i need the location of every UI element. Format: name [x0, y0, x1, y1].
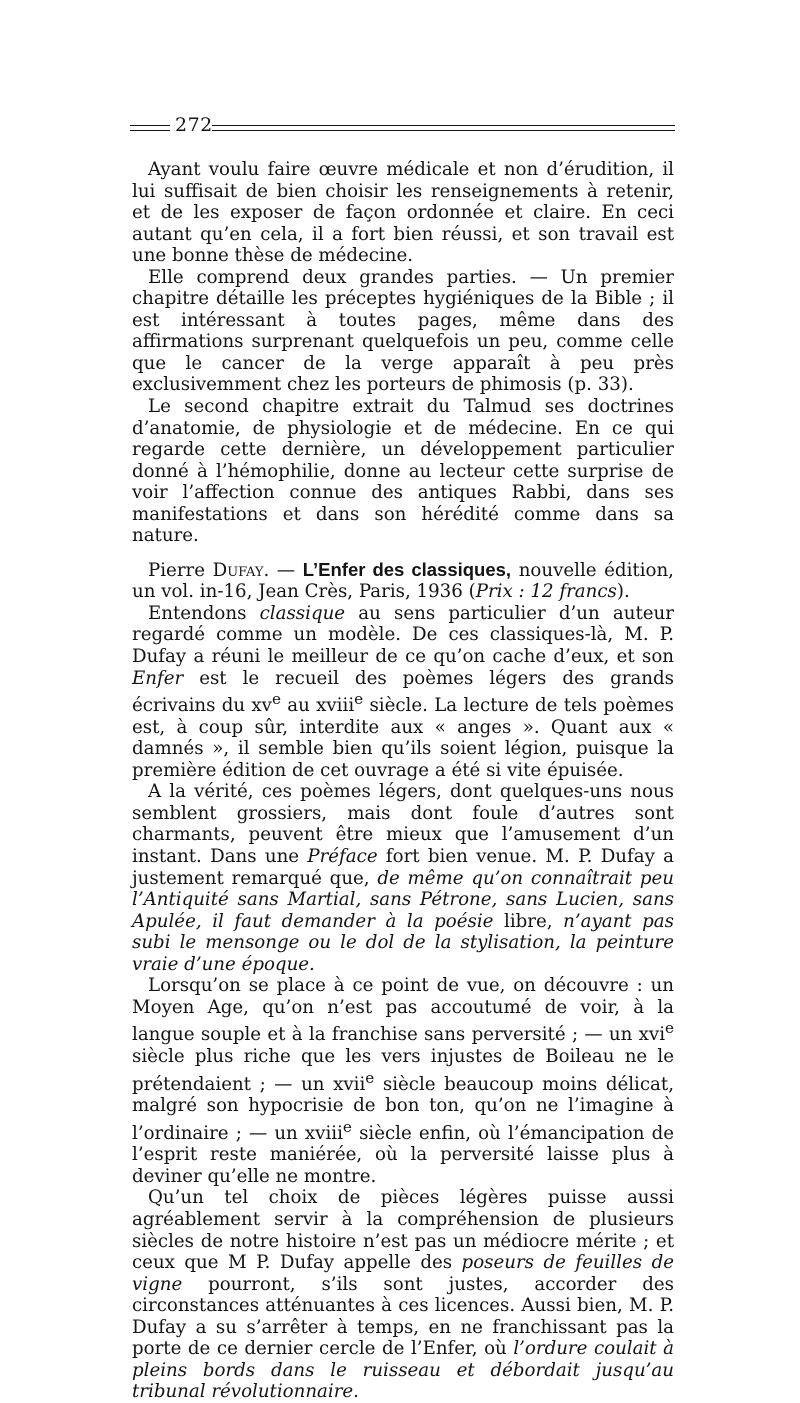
header-rule-right	[212, 125, 675, 131]
superscript: e	[342, 1117, 352, 1136]
paragraph: Elle comprend deux grandes parties. — Un premier chapitre détaille les préceptes hygiéniques de la Bible ; il est intéressant à toutes pages, même dans des affirmations surprenant quelquefois un peu, comme celle que le cancer de la verge apparaît à peu près exclusivemment chez les porteurs de phimosis (p. 33).	[132, 266, 674, 396]
italic-run: poseurs de feuilles de vigne	[132, 1252, 674, 1295]
text-run: au sens particulier d’un auteur regardé comme un modèle. De ces classiques-là, M. P. Dufay a réuni le meilleur de ce qu’on cache d’eux, et son	[132, 602, 674, 668]
superscript: e	[665, 1019, 674, 1038]
paragraph	[132, 603, 674, 781]
text-run: A la vérité, ces poèmes légers, dont quelques-uns nous semblent grossiers, mais dont foule d’autres sont charmants, peuvent être mieux que l’amusement d’un instant. Dans une	[132, 781, 674, 868]
text-run: siècle enfin, où l’émancipation de l’esprit reste maniérée, où la perversité laisse plus à deviner qu’elle ne montre.	[132, 1122, 674, 1187]
author-first-name: Pierre	[148, 559, 205, 581]
text-run: siècle plus riche que les vers injustes de Boileau ne le prétendaient ; — un xvii	[132, 1046, 674, 1095]
price-open: (	[468, 581, 476, 603]
superscript: e	[365, 1068, 375, 1087]
text-run: libre,	[504, 910, 553, 932]
heading-dash: . —	[263, 559, 296, 581]
paragraph	[132, 975, 674, 1187]
paragraph	[132, 781, 674, 975]
italic-run: de même qu’on connaîtrait peu l’Antiquité sans Martial, sans Pétrone, sans Lucien, sans Apulée, il faut demander à la poésie	[132, 867, 674, 932]
paragraph: Ayant voulu faire œuvre médicale et non d’érudition, il lui suffisait de bien choisir les renseignements à retenir, et de les exposer de façon ordonnée et claire. En ceci autant qu’en cela, il a fort bien réussi, et son travail est une bonne thèse de médecine.	[132, 159, 674, 267]
text-run: au xviii	[287, 695, 355, 717]
superscript: e	[271, 690, 281, 709]
page-header	[130, 114, 675, 142]
paragraph	[132, 1187, 674, 1402]
text-run: fort bien venue. M. P. Dufay a justement remarqué que,	[132, 846, 674, 889]
superscript: e	[354, 690, 364, 709]
text-run: siècle beaucoup moins délicat, malgré son hypocrisie de bon ton, qu’on ne l’imagine à l’ordinaire ; — un xviii	[132, 1073, 674, 1144]
paragraph: Le second chapitre extrait du Talmud ses doctrines d’anatomie, de physiologie et de médecine. En ce qui regarde cette dernière, un développement particulier donné à l’hémophilie, donne au lecteur cette surprise de voir l’affection connue des antiques Rabbi, dans ses manifestations et dans son hérédité comme dans sa nature.	[132, 396, 674, 547]
text-run: pourront, s’ils sont justes, accorder des circonstances atténuantes à ces licences. Aussi bien, M. P. Dufay a su s’arrêter à temps, en ne franchissant pas la porte de ce dernier cercle de l’Enfer, où	[132, 1273, 674, 1360]
text-run: Qu’un tel choix de pièces légères puisse aussi agréablement servir à la compréhension de plusieurs siècles de notre histoire n’est pas un médiocre mérite ; et ceux que M P. Dufay appelle des	[132, 1187, 674, 1274]
text-run: siècle. La lecture de tels poèmes est, à coup sûr, interdite aux « anges ». Quant aux « damnés », il semble bien qu’ils soient légion, puisque la première édition de cet ouvrage a été si vite épuisée.	[132, 695, 674, 781]
italic-run: Préface	[307, 846, 378, 868]
review-heading	[132, 559, 674, 603]
text-run: Lorsqu’on se place à ce point de vue, on découvre : un Moyen Age, qu’on n’est pas accoutumé de voir, à la langue souple et à la franchise sans perversité ; — un xvi	[132, 975, 674, 1046]
author-last-name: Dufay	[212, 559, 264, 581]
italic-run: Enfer	[132, 667, 184, 689]
book-details: nouvelle édition, un vol. in-16, Jean Crès, Paris, 1936	[132, 559, 674, 603]
page-body	[132, 159, 674, 1403]
text-run: Entendons	[148, 602, 247, 624]
page-number: 272	[175, 114, 213, 136]
book-price: Prix : 12 francs	[475, 581, 617, 603]
book-title: L’Enfer des classiques,	[302, 558, 512, 580]
text-run: est le recueil des poèmes légers des grands écrivains du xv	[132, 667, 674, 717]
header-rule-left	[130, 125, 170, 131]
italic-run: classique	[259, 602, 346, 624]
price-close: ).	[616, 581, 630, 603]
italic-run: n’ayant pas subi le mensonge ou le dol de la stylisation, la peinture vraie d’une époque.	[132, 910, 674, 975]
italic-run: l’ordure coulait à pleins bords dans le ruisseau et débordait jusqu’au tribunal révolutionnaire.	[132, 1338, 674, 1403]
